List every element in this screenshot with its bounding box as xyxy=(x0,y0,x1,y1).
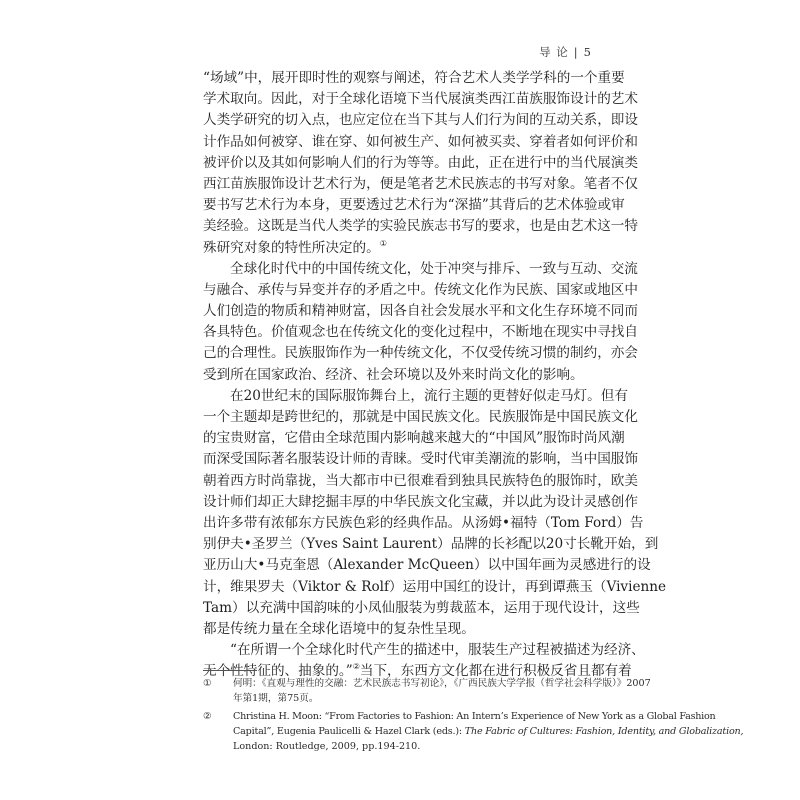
footnote-line: Christina H. Moon: “From Factories to Fashion: An Intern’s Experience of New York as a Global Fashion xyxy=(233,711,716,722)
text-line: 设计师们却正大肆挖掘丰厚的中华民族文化宝藏，并以此为设计灵感创作 xyxy=(203,493,638,510)
header-separator: | xyxy=(573,45,579,59)
text-line-content: 在20世纪末的国际服饰舞台上，流行主题的更替好似走马灯。但有 xyxy=(230,387,628,404)
text-line: 各具特色。价值观念也在传统文化的变化过程中，不断地在现实中寻找自 xyxy=(203,324,638,341)
footnote-item xyxy=(203,709,744,754)
text-line: 都是传统力量在全球化语境中的复杂性呈现。 xyxy=(203,620,475,637)
text-line: 与融合、承传与异变并存的矛盾之中。传统文化作为民族、国家或地区中 xyxy=(203,281,638,298)
text-line: 亚历山大•马克奎恩（Alexander McQueen）以中国年画为灵感进行的设 xyxy=(203,557,651,574)
text-line: 计作品如何被穿、谁在穿、如何被生产、如何被买卖、穿着者如何评价和 xyxy=(203,133,638,150)
text-line-content: 全球化时代中的中国传统文化，处于冲突与排斥、一致与互动、交流 xyxy=(230,260,638,277)
body-text xyxy=(203,68,667,682)
text-line-content: 殊研究对象的特性所决定的。 xyxy=(203,239,380,256)
text-line: 一个主题却是跨世纪的，那就是中国民族文化。民族服饰是中国民族文化 xyxy=(203,409,638,425)
text-line-content: 当下，东西方文化都在进行积极反省且都有着 xyxy=(359,663,632,680)
footnote-ref-1[interactable]: ① xyxy=(379,238,387,248)
section-title: 导 论 xyxy=(539,45,569,59)
text-line xyxy=(203,259,638,280)
text-line xyxy=(203,238,601,259)
footnote-item xyxy=(203,676,651,706)
text-line: “场域”中，展开即时性的观察与阐述，符合艺术人类学学科的一个重要 xyxy=(203,70,625,86)
text-line: 计，维果罗夫（Viktor & Rolf）运用中国红的设计，再到谭燕玉（Vivienne xyxy=(203,578,667,595)
page-number: 5 xyxy=(583,45,592,59)
text-line xyxy=(203,386,628,407)
text-line: 别伊夫•圣罗兰（Yves Saint Laurent）品牌的长衫配以20寸长靴开始，到 xyxy=(203,536,659,553)
text-line: 人们创造的物质和精神财富，因各自社会发展水平和文化生存环境不同而 xyxy=(203,303,638,320)
text-line: 被评价以及其如何影响人们的行为等等。由此，正在进行中的当代展演类 xyxy=(203,154,638,171)
footnotes xyxy=(203,676,744,757)
text-line: 出许多带有浓郁东方民族色彩的经典作品。从汤姆•福特（Tom Ford）告 xyxy=(203,514,644,531)
text-line: 美经验。这既是当代人类学的实验民族志书写的要求，也是由艺术这一特 xyxy=(203,218,638,235)
text-line: 人类学研究的切入点，也应定位在当下其与人们行为间的互动关系，即设 xyxy=(203,112,638,129)
text-line: 朝着西方时尚靠拢，当大都市中已很难看到独具民族特色的服饰时，欧美 xyxy=(203,472,638,489)
footnote-number: ② xyxy=(203,711,212,722)
footnote-book-title: The Fabric of Cultures: Fashion, Identity, and Globalization, xyxy=(461,726,744,737)
text-line: 的宝贵财富，它借由全球范围内影响越来越大的“中国风”服饰时尚风潮 xyxy=(203,430,625,447)
text-line: Tam）以充满中国韵味的小凤仙服装为剪裁蓝本，运用于现代设计，这些 xyxy=(203,599,640,616)
text-line xyxy=(203,640,645,661)
footnote-line: 年第1期，第75页。 xyxy=(233,693,319,704)
text-line: 西江苗族服饰设计艺术行为，便是笔者艺术民族志的书写对象。笔者不仅 xyxy=(203,175,638,192)
footnote-text: Capital”, Eugenia Paulicelli & Hazel Clark (eds.): xyxy=(233,726,462,737)
footnote-divider xyxy=(203,670,257,671)
text-line-content: “在所谓一个全球化时代产生的描述中，服装生产过程被描述为经济、 xyxy=(230,642,645,659)
text-line: 要书写艺术行为本身，更要透过艺术行为“深描”其背后的艺术体验或审 xyxy=(203,197,625,214)
text-line: 己的合理性。民族服饰作为一种传统文化，不仅受传统习惯的制约，亦会 xyxy=(203,345,638,362)
footnote-line: 何明：《直观与理性的交融：艺术民族志书写初论》，《广西民族大学学报（哲学社会科学版）》2007 xyxy=(233,678,651,689)
footnote-number: ① xyxy=(203,678,212,689)
footnote-line xyxy=(233,724,744,739)
footnote-ref-2[interactable]: ② xyxy=(352,662,360,672)
text-line: 受到所在国家政治、经济、社会环境以及外来时尚文化的影响。 xyxy=(203,366,584,383)
text-line: 学术取向。因此，对于全球化语境下当代展演类西江苗族服饰设计的艺术 xyxy=(203,91,638,108)
running-header xyxy=(539,44,592,60)
footnote-line: London: Routledge, 2009, pp.194-210. xyxy=(233,741,421,752)
text-line: 而深受国际著名服装设计师的青睐。受时代审美潮流的影响，当中国服饰 xyxy=(203,451,638,468)
text-line-content: 无个性特征的、抽象的。” xyxy=(203,663,353,680)
